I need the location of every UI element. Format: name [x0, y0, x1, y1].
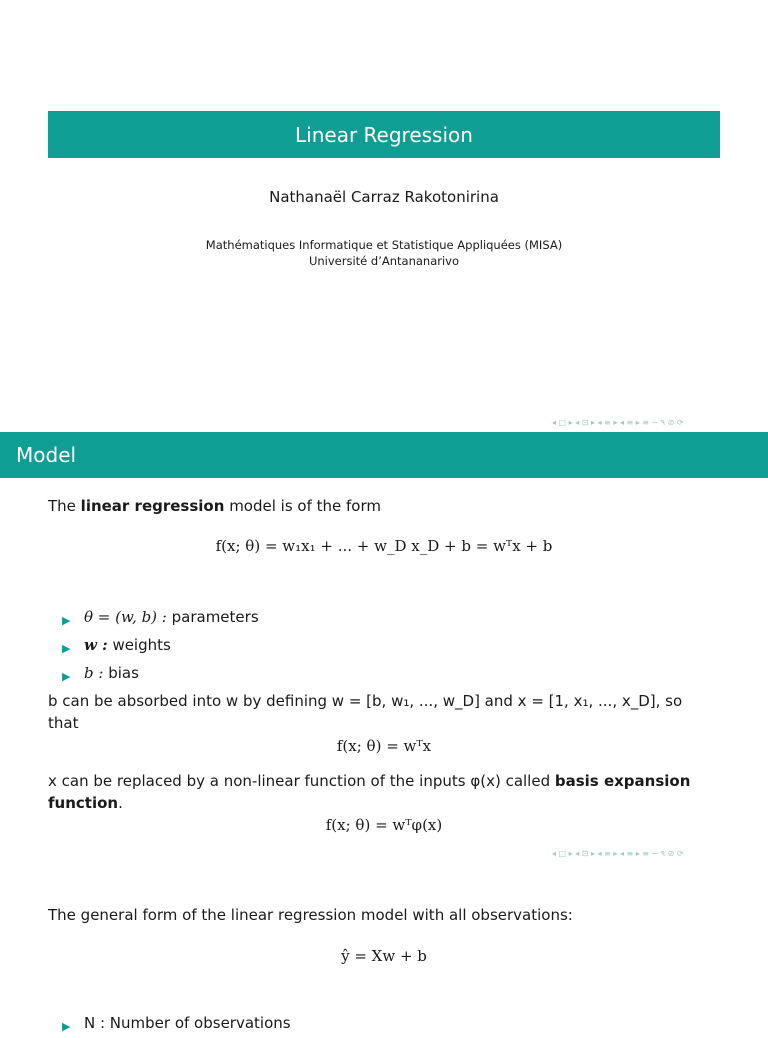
- absorb-line-1: b can be absorbed into w by defining w = [b, w₁, ..., w_D] and x = [1, x₁, ..., x_D], so: [48, 692, 683, 710]
- slide-title-box: [48, 111, 720, 158]
- basis-bold-1: basis expansion: [554, 772, 691, 790]
- bullet-triangle-icon: ▶: [62, 670, 71, 683]
- equation-model: f(x; θ) = w₁x₁ + ... + w_D x_D + b = wᵀx + b: [215, 537, 553, 555]
- absorb-paragraph: [48, 690, 728, 734]
- bullet-triangle-icon: ▶: [62, 642, 71, 655]
- frame-title: Model: [16, 443, 77, 467]
- beamer-navigation-bar[interactable]: ◂ □ ▸ ◂ ⊡ ▸ ◂ ≡ ▸ ◂ ≡ ▸ ≡ ∽ ۹ ⊘ ⟳: [552, 418, 684, 427]
- bullet-item-observations: [62, 1012, 562, 1034]
- bullet-math: θ = (w, b) :: [84, 608, 167, 626]
- general-form-sentence: The general form of the linear regression model with all observations:: [48, 906, 573, 924]
- bullet-math: b :: [84, 664, 104, 682]
- intro-pre: The: [48, 497, 81, 515]
- basis-text: x can be replaced by a non-linear function of the inputs φ(x) called: [48, 772, 555, 790]
- intro-bold: linear regression: [80, 497, 225, 515]
- equation-basis: f(x; θ) = wᵀφ(x): [325, 816, 443, 834]
- bullet-text: bias: [103, 664, 139, 682]
- basis-paragraph: [48, 770, 728, 814]
- equation-absorbed: f(x; θ) = wᵀx: [336, 737, 432, 755]
- bullet-triangle-icon: ▶: [62, 1020, 71, 1033]
- intro-post: model is of the form: [224, 497, 381, 515]
- bullet-text: N : Number of observations: [84, 1014, 291, 1032]
- institution-line-1: Mathématiques Informatique et Statistique Appliquées (MISA): [205, 238, 563, 252]
- bullet-text: parameters: [166, 608, 259, 626]
- institution-line-2: Université d’Antananarivo: [308, 254, 460, 268]
- institution: [0, 237, 768, 269]
- bullet-math: w :: [84, 636, 108, 654]
- beamer-navigation-bar-2[interactable]: ◂ □ ▸ ◂ ⊡ ▸ ◂ ≡ ▸ ◂ ≡ ▸ ≡ ∽ ۹ ⊘ ⟳: [552, 849, 684, 858]
- frame-title-bar: [0, 432, 768, 478]
- basis-bold-2: function: [48, 794, 119, 812]
- equation-matrix-form: ŷ = Xw + b: [341, 947, 427, 965]
- bullet-list: [62, 606, 722, 696]
- absorb-line-2: that: [48, 714, 79, 732]
- bullet-triangle-icon: ▶: [62, 614, 71, 627]
- intro-sentence: [48, 495, 381, 517]
- basis-post: .: [118, 794, 123, 812]
- slide-title: Linear Regression: [295, 122, 473, 147]
- bullet-text: weights: [107, 636, 171, 654]
- author-name: Nathanaël Carraz Rakotonirina: [269, 188, 499, 206]
